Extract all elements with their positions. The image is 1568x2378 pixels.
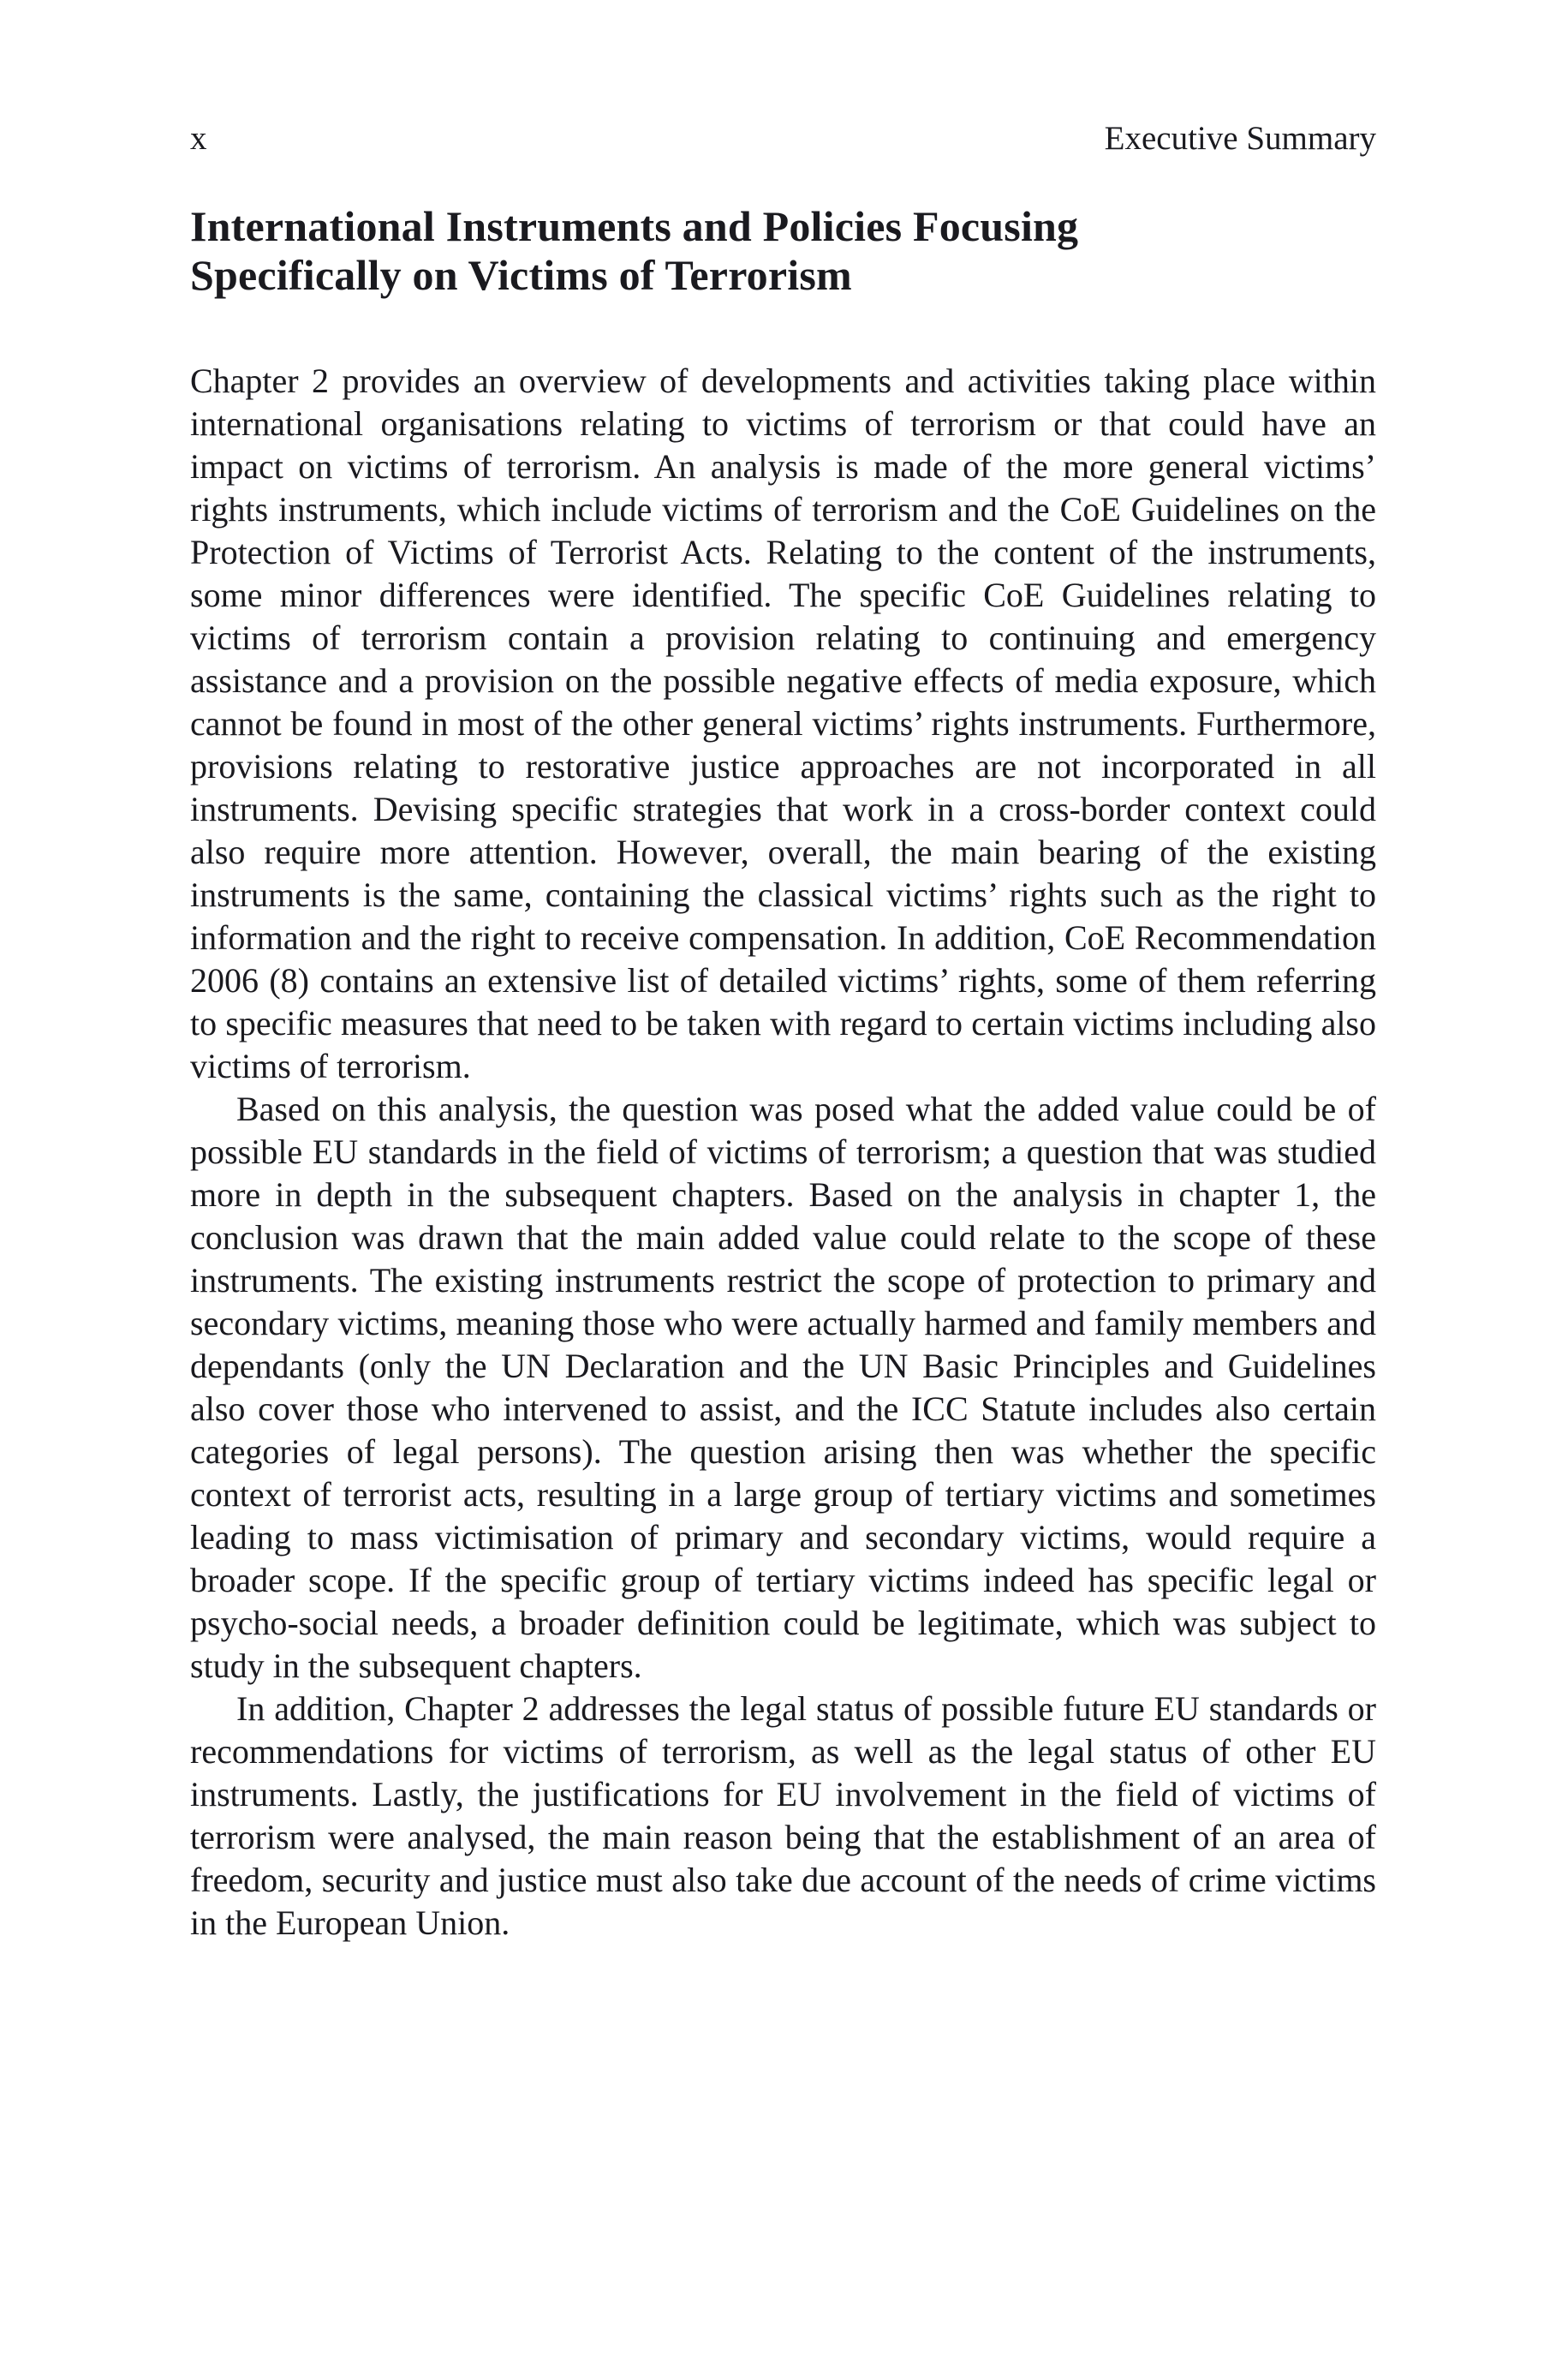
- title-line-1: International Instruments and Policies Focusing: [190, 202, 1079, 250]
- page-header: [190, 122, 1376, 155]
- title-line-2: Specifically on Victims of Terrorism: [190, 251, 852, 299]
- paragraph-2: Based on this analysis, the question was posed what the added value could be of possible EU standards in the field of victims of terrorism; a question that was studied more in depth in the subsequent chapters. Based on the analysis in chapter 1, the conclusion was drawn that the main added value could relate to the scope of these instruments. The existing instruments restrict the scope of protection to primary and secondary victims, meaning those who were actually harmed and family members and dependants (only the UN Declaration and the UN Basic Principles and Guidelines also cover those who intervened to assist, and the ICC Statute includes also certain categories of legal persons). The question arising then was whether the specific context of terrorist acts, resulting in a large group of tertiary victims and sometimes leading to mass victimisation of primary and secondary victims, would require a broader scope. If the specific group of tertiary victims indeed has specific legal or psycho-social needs, a broader definition could be legitimate, which was subject to study in the subsequent chapters.: [190, 1090, 1376, 1685]
- page-title: [190, 202, 1376, 300]
- running-title: Executive Summary: [1104, 120, 1376, 157]
- paragraph-3: In addition, Chapter 2 addresses the legal status of possible future EU standards or recommendations for victims of terrorism, as well as the legal status of other EU instruments. Lastly, the justifications for EU involvement in the field of victims of terrorism were analysed, the main reason being that the establishment of an area of freedom, security and justice must also take due account of the needs of crime victims in the European Union.: [190, 1689, 1376, 1942]
- body-text: [190, 360, 1376, 1945]
- paragraph-1: Chapter 2 provides an overview of developments and activities taking place within international organisations relating to victims of terrorism or that could have an impact on victims of terrorism. An analysis is made of the more general victims’ rights instruments, which include victims of terrorism and the CoE Guidelines on the Protection of Victims of Terrorist Acts. Relating to the content of the instruments, some minor differences were identified. The specific CoE Guidelines relating to victims of terrorism contain a provision relating to continuing and emergency assistance and a provision on the possible negative effects of media exposure, which cannot be found in most of the other general victims’ rights instruments. Furthermore, provisions relating to restorative justice approaches are not incorporated in all instruments. Devising specific strategies that work in a cross-border context could also require more attention. However, overall, the main bearing of the existing instruments is the same, containing the classical victims’ rights such as the right to information and the right to receive compensation. In addition, CoE Recommendation 2006 (8) contains an extensive list of detailed victims’ rights, some of them referring to specific measures that need to be taken with regard to certain victims including also victims of terrorism.: [190, 361, 1376, 1085]
- page-number: x: [190, 120, 207, 157]
